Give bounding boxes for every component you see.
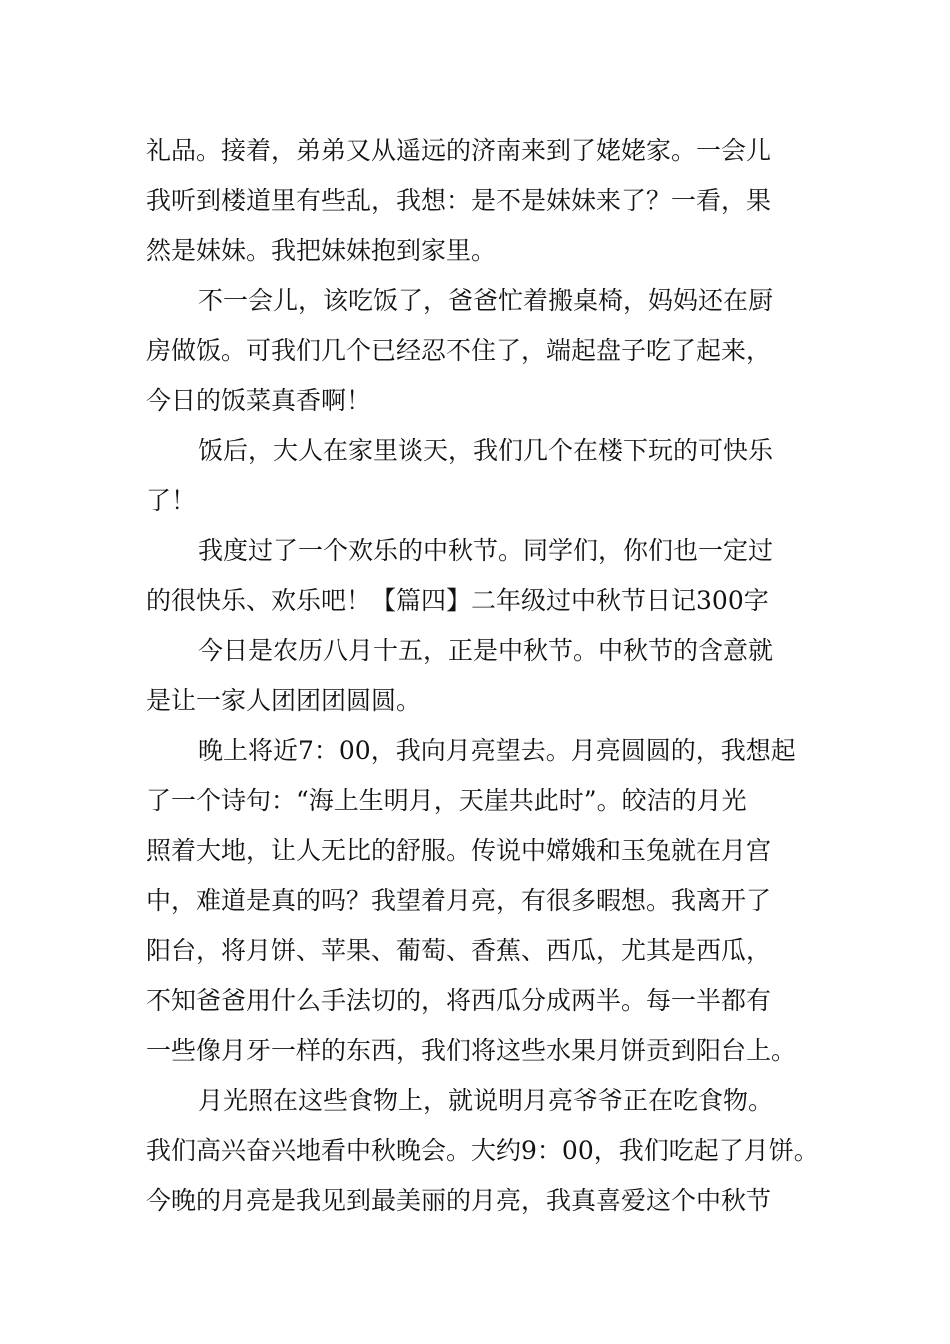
text-line: 照着大地，让人无比的舒服。传说中嫦娥和玉兔就在月宫 — [146, 836, 772, 865]
document-body — [146, 126, 826, 1226]
text-line: 一些像月牙一样的东西，我们将这些水果月饼贡到阳台上。 — [146, 1036, 797, 1065]
text-line: 礼品。接着，弟弟又从遥远的济南来到了姥姥家。一会儿 — [146, 136, 772, 165]
text-line: 今晚的月亮是我见到最美丽的月亮，我真喜爱这个中秋节 — [146, 1186, 772, 1215]
text-line: 阳台，将月饼、苹果、葡萄、香蕉、西瓜，尤其是西瓜， — [146, 936, 772, 965]
paragraph-start-line: 饭后，大人在家里谈天，我们几个在楼下玩的可快乐 — [198, 436, 774, 465]
text-line: 是让一家人团团团圆圆。 — [146, 686, 422, 715]
text-line: 然是妹妹。我把妹妹抱到家里。 — [146, 236, 497, 265]
text-line: 今日的饭菜真香啊！ — [146, 386, 372, 415]
text-line: 了！ — [146, 486, 197, 515]
text-line: 中，难道是真的吗？我望着月亮，有很多暇想。我离开了 — [146, 886, 772, 915]
text-line: 我听到楼道里有些乱，我想：是不是妹妹来了？一看，果 — [146, 186, 772, 215]
paragraph-start-line: 不一会儿，该吃饭了，爸爸忙着搬桌椅，妈妈还在厨 — [198, 286, 774, 315]
paragraph-start-line: 我度过了一个欢乐的中秋节。同学们，你们也一定过 — [198, 536, 774, 565]
text-line: 的很快乐、欢乐吧！【篇四】二年级过中秋节日记300字 — [146, 586, 769, 615]
text-line: 了一个诗句：“海上生明月，天崖共此时”。皎洁的月光 — [146, 786, 747, 815]
text-line: 不知爸爸用什么手法切的，将西瓜分成两半。每一半都有 — [146, 986, 772, 1015]
paragraph-start-line: 晚上将近7：00，我向月亮望去。月亮圆圆的，我想起 — [198, 736, 796, 765]
text-line: 房做饭。可我们几个已经忍不住了，端起盘子吃了起来， — [146, 336, 772, 365]
text-line: 我们高兴奋兴地看中秋晚会。大约9：00，我们吃起了月饼。 — [146, 1136, 819, 1165]
paragraph-start-line: 今日是农历八月十五，正是中秋节。中秋节的含意就 — [198, 636, 774, 665]
paragraph-start-line: 月光照在这些食物上，就说明月亮爷爷正在吃食物。 — [198, 1086, 774, 1115]
